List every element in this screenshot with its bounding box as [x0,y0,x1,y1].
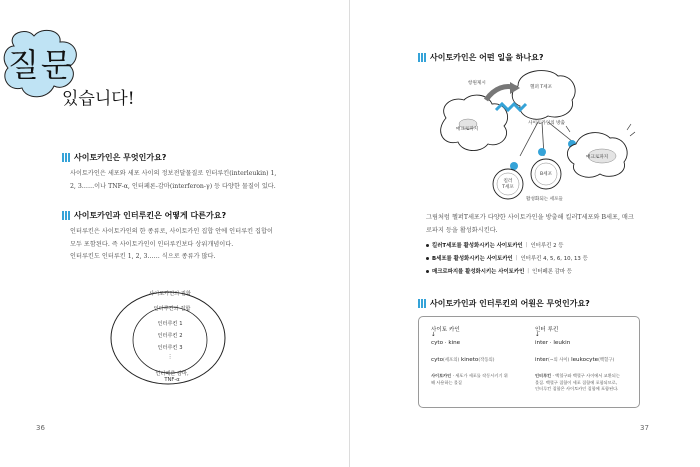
macrophage-left-label: 매크로파지 [456,127,479,132]
cytokine-split: cyto · kine [431,340,461,346]
macrophage-right-label: 매크로파지 [586,155,609,160]
cytokine-dot [538,148,546,156]
heading-bars-icon [418,53,426,62]
interleukin-split: inter · leukin [535,340,571,346]
interleukin-item: 인터루킨 2 [157,333,183,339]
left-section1-text: 사이토카인은 세포와 세포 사이의 정보전달물질로 인터루킨(interleukin) 1, 2, 3……이나 TNF-α, 인터페론-감마(interferon-γ) 등 다양한 물질이 있다. [70,170,277,190]
title-main: 질문 [8,46,74,84]
interleukin-note: 인터루킨 · 백혈구와 백혈구 사이에서 교환되는 물질. 백혈구 집합이 세포 집합에 포함되므로, 인터루킨 집합은 사이토카인 집합에 포함된다. [535,373,620,391]
killer-t-label: 킬러 T세포 [502,179,514,190]
left-section1-heading: 사이토카인은 무엇인가요? [62,152,166,163]
cytokine-dot [510,162,518,170]
interleukin-set-ellipse [133,307,207,373]
interleukin-item: ⋮ [167,354,173,360]
interleukin-head: 인터 루킨 [535,327,559,333]
helper-t-label: 헬퍼 T세포 [530,85,553,90]
cytokine-set-label: 사이토카인의 집합 [149,291,191,297]
heading-bars-icon [62,211,70,220]
left-section2-heading: 사이토카인과 인터루킨은 어떻게 다른가요? [62,210,226,221]
page-number: 37 [640,424,649,432]
cytokine-bullet: 킬러T세포를 활성화시키는 사이토카인 | 인터루킨 2 등 [426,241,563,249]
interleukin-item: 인터루킨 1 [157,321,183,327]
interleukin-derivation: inter(~의 사이) leukocyte(백혈구) [535,357,615,363]
heading-bars-icon [418,299,426,308]
cytokine-derivation: cyto(세포의) kineto(작동의) [431,357,495,363]
down-arrow-icon: ↓ [431,332,436,338]
right-page [350,0,700,467]
antigen-label: 항원제시 [468,81,486,86]
cytokine-note: 사이토카인 · 세포가 세포를 작동시키기 위 해 사용하는 물질 [431,373,508,385]
cytokine-bullet: 매크로파지를 활성화시키는 사이토카인 | 인터페론 감마 등 [426,267,572,275]
b-cell-label: B세포 [539,172,553,177]
right-section1-text: 그림처럼 헬퍼T세포가 다양한 사이토카인을 방출해 킬러T세포와 B세포, 매크 로파지 등을 활성화시킨다. [426,214,634,234]
title-sub: 있습니다! [62,89,135,109]
interleukin-set-label: 인터루킨의 집합 [153,306,191,312]
interleukin-item: 인터루킨 3 [157,345,183,351]
cytokine-bullet: B세포를 활성화시키는 사이토카인 | 인터루킨 4, 5, 6, 10, 13 등 [426,254,588,262]
right-section1-heading: 사이토카인은 어떤 일을 하나요? [418,52,543,63]
release-label: 사이토카인의 방출 [528,121,565,126]
heading-bars-icon [62,153,70,162]
etymology-box [418,316,640,408]
release-arrow [520,122,538,156]
helper-t-cell [512,71,575,120]
activated-label: 활성화되는 세포들 [526,197,563,202]
right-section2-heading: 사이토카인과 인터루킨의 어원은 무엇인가요? [418,298,590,309]
cytokine-head: 사이토 카인 [431,327,460,333]
other-cytokines: 인터페론 감마, TNF-α [155,371,189,383]
page-number: 36 [36,424,45,432]
left-section2-text: 인터루킨은 사이토카인의 한 종류로, 사이토카인 집합 안에 인터루킨 집합이 모두 포함된다. 즉 사이토카인이 인터루킨보다 상위개념이다. 인터루킨도 인터루킨 1, 2, 3…… 식으로 종류가 많다. [70,228,273,260]
down-arrow-icon: ↓ [535,332,540,338]
